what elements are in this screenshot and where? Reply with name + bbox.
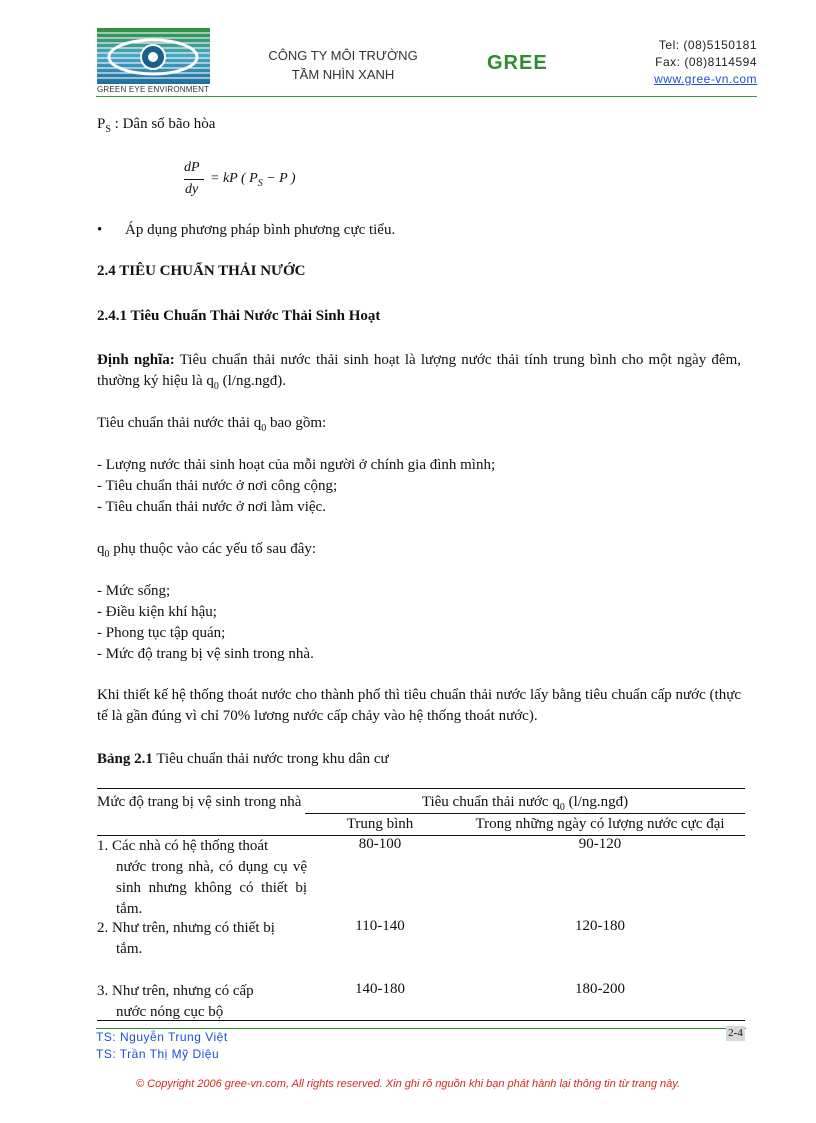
section-heading: 2.4 TIÊU CHUẨN THẢI NƯỚC <box>97 263 306 279</box>
list-item: - Mức sống; <box>97 583 171 599</box>
list-item: - Tiêu chuẩn thải nước ở nơi công cộng; <box>97 478 338 494</box>
list-item: - Tiêu chuẩn thải nước ở nơi làm việc. <box>97 499 326 515</box>
table-row <box>97 836 307 920</box>
definition-end: (l/ng.ngđ). <box>218 373 286 389</box>
includes-list <box>97 455 495 518</box>
definition-text: Tiêu chuẩn thải nước thải sinh hoạt là lượng nước thải tính trung bình cho một ngày đêm, thường ký hiệu là q <box>97 352 741 389</box>
formula-numerator: dP <box>184 160 200 175</box>
website-link[interactable]: www.gree-vn.com <box>654 72 757 86</box>
q0-intro <box>97 413 326 439</box>
row-label-first: 3. Như trên, nhưng có cấp <box>97 983 254 999</box>
group-header-end: (l/ng.ngđ) <box>564 794 629 810</box>
footer-divider <box>96 1028 746 1029</box>
ps-definition <box>97 114 215 140</box>
list-item: - Điều kiện khí hậu; <box>97 604 217 620</box>
company-name-line1: CÔNG TY MÔI TRƯỜNG <box>268 48 418 63</box>
ps-text: : Dân số bão hòa <box>110 116 216 132</box>
fax-text: Fax: (08)8114594 <box>655 55 757 69</box>
factors-list <box>97 581 314 665</box>
table-bottom-border <box>97 1020 745 1021</box>
formula-rhs-sub: S <box>257 177 263 189</box>
formula-fraction-bar <box>184 179 204 180</box>
row-label-rest: nước nóng cục bộ <box>116 1004 224 1020</box>
design-paragraph: Khi thiết kế hệ thống thoát nước cho thành phố thì tiêu chuẩn thải nước lấy bằng tiêu chuẩn cấp nước (thực tế là gần đúng vì chỉ 70% lương nước cấp chảy vào hệ thống thoát nước). <box>97 687 741 724</box>
table-top-border <box>97 788 745 789</box>
q0-intro-sub: 0 <box>261 423 267 434</box>
bullet-text: Áp dụng phương pháp bình phương cực tiểu. <box>125 222 396 238</box>
q0-intro-text: Tiêu chuẩn thải nước thải q <box>97 415 262 431</box>
table-col1-header: Mức độ trang bị vệ sinh trong nhà <box>97 794 302 810</box>
definition-sub: 0 <box>213 381 219 392</box>
table-header-avg: Trung bình <box>346 816 414 832</box>
q0-intro-end: bao gồm: <box>266 415 327 431</box>
factors-intro-q: q <box>97 541 105 557</box>
formula-rhs <box>210 171 296 189</box>
factors-intro <box>97 539 316 565</box>
definition-label: Định nghĩa: <box>97 352 175 368</box>
bullet-least-squares <box>97 220 395 241</box>
row-max-value: 120-180 <box>575 918 625 934</box>
group-header-sub: 0 <box>559 802 565 813</box>
row-max-value: 90-120 <box>578 836 622 852</box>
author-1: TS: Nguyễn Trung Việt <box>96 1030 228 1044</box>
factors-intro-sub: 0 <box>104 549 110 560</box>
header-divider <box>96 96 757 97</box>
row-max-value: 180-200 <box>575 981 625 997</box>
table-caption-text: Tiêu chuẩn thải nước trong khu dân cư <box>152 751 389 767</box>
row-label-first: 2. Như trên, nhưng có thiết bị <box>97 920 275 936</box>
table-row <box>97 918 307 960</box>
row-label-first: 1. Các nhà có hệ thống thoát <box>97 838 269 854</box>
list-item: - Lượng nước thải sinh hoạt của mỗi người ở chính gia đình mình; <box>97 457 496 473</box>
company-name-line2: TẦM NHÌN XANH <box>291 67 395 82</box>
brand-logo-text: GREE <box>487 52 548 74</box>
table-row <box>97 981 307 1023</box>
tel-text: Tel: (08)5150181 <box>658 38 757 52</box>
row-label-rest: nước trong nhà, có dụng cụ vệ sinh nhưng không có thiết bị tắm. <box>116 859 307 917</box>
row-avg-value: 110-140 <box>355 918 405 934</box>
row-avg-value: 140-180 <box>355 981 405 997</box>
contact-info <box>600 37 757 88</box>
author-2: TS: Trần Thị Mỹ Diệu <box>96 1047 220 1061</box>
formula-rhs-end: − P ) <box>262 171 296 186</box>
list-item: - Phong tục tập quán; <box>97 625 226 641</box>
bullet-dot: • <box>97 222 103 238</box>
ps-subscript: S <box>105 124 111 135</box>
formula-denominator: dy <box>185 182 199 197</box>
table-caption <box>97 749 389 770</box>
factors-intro-text: phụ thuộc vào các yếu tố sau đây: <box>109 541 317 557</box>
company-logo <box>97 28 210 84</box>
copyright-notice: © Copyright 2006 gree-vn.com, All rights reserved. Xin ghi rõ nguồn khi bạn phát hành lại thông tin từ trang này. <box>135 1078 680 1090</box>
table-caption-label: Bảng 2.1 <box>97 751 153 767</box>
definition-paragraph <box>97 350 741 397</box>
page-number: 2-4 <box>726 1026 745 1041</box>
formula-rhs-main: = kP ( P <box>210 171 258 186</box>
logo-caption: GREEN EYE ENVIRONMENT <box>97 85 210 94</box>
table-header-max: Trong những ngày có lượng nước cực đại <box>475 816 725 832</box>
group-header-text: Tiêu chuẩn thải nước q <box>421 794 560 810</box>
company-name <box>248 46 438 84</box>
list-item: - Mức độ trang bị vệ sinh trong nhà. <box>97 646 314 662</box>
ps-symbol: P <box>97 116 106 132</box>
row-avg-value: 80-100 <box>358 836 402 852</box>
row-label-rest: tắm. <box>116 941 143 957</box>
subsection-heading: 2.4.1 Tiêu Chuẩn Thải Nước Thải Sinh Hoạt <box>97 308 381 324</box>
